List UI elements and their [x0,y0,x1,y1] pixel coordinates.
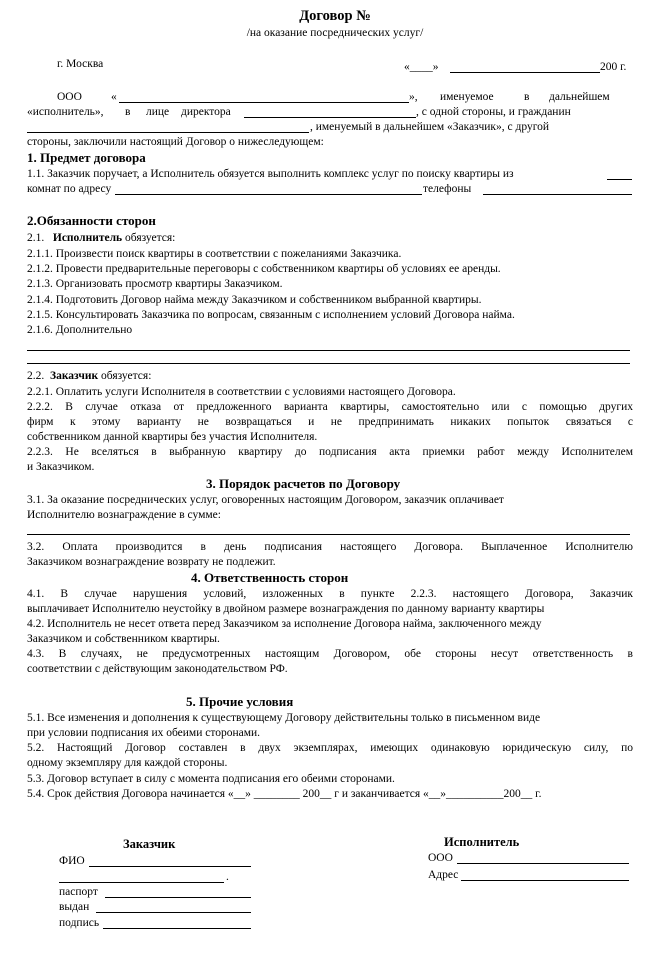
clause-2-1 [27,232,175,245]
customer-passport-label: паспорт [59,886,98,898]
section-2-heading: 2.Обязанности сторон [27,213,156,228]
clause-2-1-num: 2.1. [27,232,45,244]
preamble-further: дальнейшем [549,91,610,103]
additional-blank-1 [27,350,630,351]
contractor-address-blank [461,880,629,881]
contractor-ooo-blank [457,863,629,864]
preamble-quote-close: », [409,91,418,103]
clause-2-2-party: Заказчик [50,370,99,382]
amount-blank [27,534,630,535]
date-year: 200 г. [600,61,627,73]
address-blank [115,194,422,195]
rooms-blank [607,179,632,180]
clause-2-2-2-b: фирм к этому варианту не возвращаться и не предпринимать никаких попыток связаться с [27,416,633,428]
clause-2-2 [27,370,151,383]
preamble-executor: «исполнитель», [27,106,104,118]
clause-4-3-b: соответствии с действующим законодательством РФ. [27,663,288,675]
contractor-heading: Исполнитель [444,835,520,849]
clause-5-2-b: одному экземпляру для каждой стороны. [27,757,228,769]
preamble-director: директора [181,106,231,118]
clause-5-4: 5.4. Срок действия Договора начинается «__» ________ 200__ г и заканчивается «__»__________200__ г. [27,788,542,800]
section-1-heading: 1. Предмет договора [27,150,146,165]
customer-fio-blank [89,866,251,867]
city: г. Москва [57,58,104,70]
clause-2-1-party: Исполнитель [52,232,123,244]
director-name-blank [244,117,416,118]
clause-2-1-4: 2.1.4. Подготовить Договор найма между Заказчиком и собственником выбранной квартиры. [27,294,482,306]
clause-2-1-5: 2.1.5. Консультировать Заказчика по вопросам, связанным с исполнением условий Договора найма. [27,309,515,321]
section-4-heading: 4. Ответственность сторон [191,570,349,585]
company-name-blank [119,102,409,103]
clause-1-1-address: комнат по адресу [27,183,112,195]
customer-heading: Заказчик [123,837,176,851]
preamble-w2: в [125,106,131,118]
preamble-l3-end: , именуемый в дальнейшем «Заказчик», с другой [310,121,550,133]
clause-4-1-b: выплачивает Исполнителю неустойку в двойном размере вознаграждения по данному варианту квартиры [27,603,545,615]
clause-2-2-1: 2.2.1. Оплатить услуги Исполнителя в соответствии с условиями настоящего Договора. [27,386,456,398]
contractor-address-label: Адрес [428,869,459,881]
clause-3-2-a: 3.2. Оплата производится в день подписания настоящего Договора. Выплаченное Исполнителю [27,541,633,553]
clause-5-1-b: при условии подписания их обеими сторонами. [27,727,261,739]
section-3-heading: 3. Порядок расчетов по Договору [206,476,401,491]
customer-fio-dot: . [226,871,229,883]
clause-2-1-6: 2.1.6. Дополнительно [27,324,133,336]
clause-2-2-3-b: и Заказчиком. [27,461,95,473]
clause-2-1-rest: обязуется: [125,232,176,244]
citizen-name-blank [27,132,309,133]
customer-issued-label: выдан [59,901,90,913]
clause-2-2-rest: обязуется: [101,370,152,382]
preamble-ooo: ООО [57,91,82,103]
clause-2-1-1: 2.1.1. Произвести поиск квартиры в соответствии с пожеланиями Заказчика. [27,248,402,260]
clause-4-3-a: 4.3. В случаях, не предусмотренных настоящим Договором, обе стороны несут ответственность в [27,648,633,660]
clause-2-2-2-c: собственником данной квартиры без участия Исполнителя. [27,431,318,443]
customer-passport-blank [105,897,251,898]
additional-blank-2 [27,363,630,364]
clause-5-3: 5.3. Договор вступает в силу с момента подписания его обеими сторонами. [27,773,395,785]
preamble-quote-open: « [111,91,117,103]
clause-4-2-a: 4.2. Исполнитель не несет ответа перед Заказчиком за исполнение Договора найма, заключенного между [27,618,542,630]
document-title: Договор № [299,8,371,24]
clause-2-2-num: 2.2. [27,370,45,382]
clause-3-1-b: Исполнителю вознаграждение в сумме: [27,509,221,521]
clause-5-2-a: 5.2. Настоящий Договор составлен в двух экземплярах, имеющих одинаковую юридическую силу, по [27,742,633,754]
clause-4-1-a: 4.1. В случае нарушения условий, изложенных в пункте 2.2.3. настоящего Договора, Заказчик [27,588,633,600]
clause-2-1-2: 2.1.2. Провести предварительные переговоры с собственником квартиры об условиях ее аренды. [27,263,501,275]
preamble-w3: лице [146,106,170,118]
customer-fio-label: ФИО [59,855,85,867]
clause-1-1: 1.1. Заказчик поручает, а Исполнитель обязуется выполнить комплекс услуг по поиску квартиры из [27,168,514,180]
customer-fio-blank-2 [59,882,224,883]
customer-signature-label: подпись [59,917,100,929]
customer-signature-blank [103,928,251,929]
clause-3-1-a: 3.1. За оказание посреднических услуг, оговоренных настоящим Договором, заказчик оплачивает [27,494,504,506]
clause-5-1-a: 5.1. Все изменения и дополнения к существующему Договору действительны только в письменном виде [27,712,541,724]
preamble-in: в [524,91,530,103]
contractor-ooo-label: ООО [428,852,453,864]
clause-2-2-2-a: 2.2.2. В случае отказа от предложенного варианта квартиры, самостоятельно или с помощью других [27,401,633,413]
preamble-named: именуемое [440,91,494,103]
clause-2-1-3: 2.1.3. Организовать просмотр квартиры Заказчиком. [27,278,283,290]
clause-3-2-b: Заказчиком вознаграждение возврату не подлежит. [27,556,276,568]
document-subtitle: /на оказание посреднических услуг/ [246,27,424,39]
section-5-heading: 5. Прочие условия [186,694,294,709]
clause-1-1-phones: телефоны [423,183,472,195]
date-month-blank [450,72,600,73]
clause-2-2-3-a: 2.2.3. Не вселяться в выбранную квартиру до подписания акта приемки работ между Исполнителем [27,446,633,458]
customer-issued-blank [96,912,251,913]
preamble-l4: стороны, заключили настоящий Договор о нижеследующем: [27,136,324,148]
date-day: «____» [404,61,439,73]
preamble-l2-end: , с одной стороны, и гражданин [416,106,571,118]
clause-4-2-b: Заказчиком и собственником квартиры. [27,633,220,645]
phones-blank [483,194,632,195]
